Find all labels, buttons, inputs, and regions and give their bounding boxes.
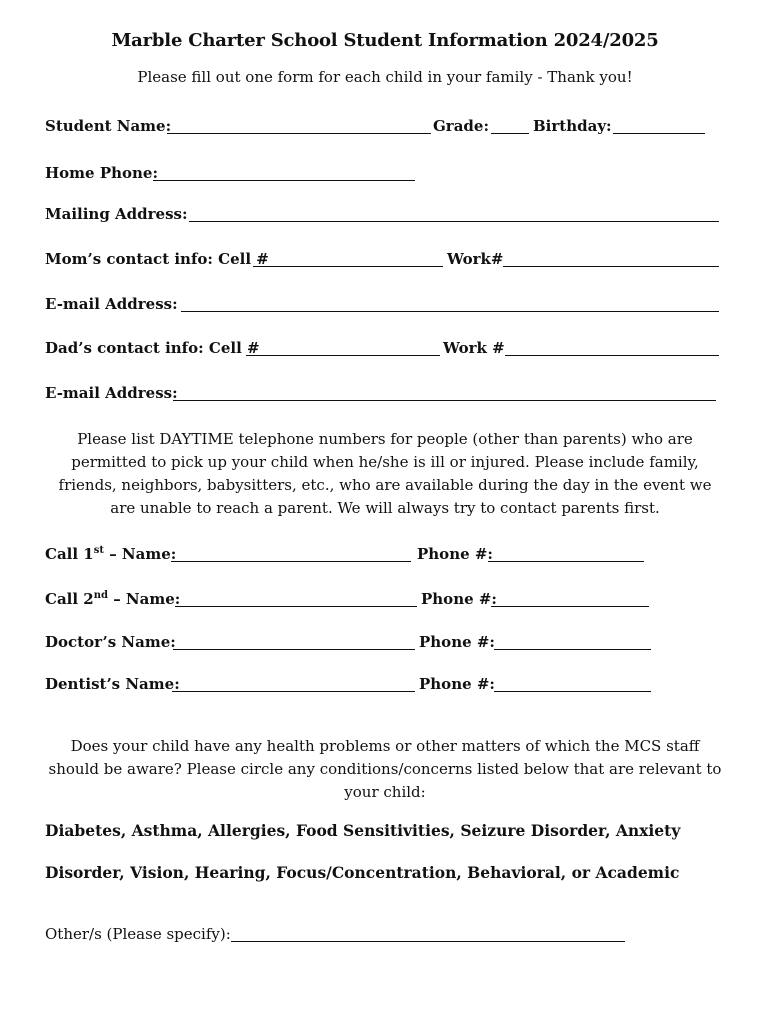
mom-cell-field[interactable] [253,266,443,267]
call-first-phone-label: Phone #: [417,545,493,563]
dentist-row [45,675,725,695]
grade-field[interactable] [491,133,529,134]
student-name-field[interactable] [167,133,431,134]
daytime-instructions: Please list DAYTIME telephone numbers for people (other than parents) who are permitted to pick up your child when he/she is ill or injured. Please include family, friends, neighbors, babysitters, etc., who are available during the day in the event we are unable to reach a parent. We will always try to contact parents first. [58,430,712,517]
doctor-name-field[interactable] [173,649,415,650]
call-second-phone-field[interactable] [491,606,649,607]
call-first-name-field[interactable] [171,561,411,562]
birthday-field[interactable] [613,133,705,134]
form-subtitle: Please fill out one form for each child in your family - Thank you! [137,68,633,86]
student-name-label: Student Name: [45,117,172,135]
dad-cell-field[interactable] [246,355,440,356]
dentist-phone-field[interactable] [494,691,651,692]
mailing-address-field[interactable] [189,221,719,222]
dad-work-label: Work # [443,339,505,357]
dad-work-field[interactable] [505,355,719,356]
dad-email-label: E-mail Address: [45,384,178,402]
student-row [45,117,725,137]
doctor-name-label: Doctor’s Name: [45,633,176,651]
health-instructions: Does your child have any health problems or other matters of which the MCS staff should be aware? Please circle any conditions/concerns listed below that are relevant to your child: [48,737,722,801]
call-second-name-field[interactable] [175,606,417,607]
dad-email-field[interactable] [173,400,716,401]
mom-cell-label: Mom’s contact info: Cell # [45,250,269,268]
dentist-name-label: Dentist’s Name: [45,675,180,693]
mom-work-label: Work# [447,250,504,268]
call-first-label: Call 1st – Name: [45,545,177,563]
home-phone-field[interactable] [153,180,415,181]
mom-contact-row [45,250,725,270]
call-first-phone-field[interactable] [488,561,644,562]
call-second-row [45,590,725,610]
other-row [45,925,725,945]
mom-email-row [45,295,725,315]
doctor-row [45,633,725,653]
call-first-row [45,545,725,565]
dentist-name-field[interactable] [172,691,415,692]
home-phone-row [45,164,725,184]
conditions-line-1[interactable]: Diabetes, Asthma, Allergies, Food Sensitivities, Seizure Disorder, Anxiety [45,821,681,840]
doctor-phone-field[interactable] [494,649,651,650]
mailing-address-label: Mailing Address: [45,205,188,223]
doctor-phone-label: Phone #: [419,633,495,651]
form-title: Marble Charter School Student Information 2024/2025 [111,30,659,51]
mom-email-field[interactable] [181,311,719,312]
dad-email-row [45,384,725,404]
dentist-phone-label: Phone #: [419,675,495,693]
dad-cell-label: Dad’s contact info: Cell # [45,339,260,357]
grade-label: Grade: [433,117,490,135]
other-label: Other/s (Please specify): [45,925,231,943]
other-field[interactable] [231,941,625,942]
call-second-phone-label: Phone #: [421,590,497,608]
mom-email-label: E-mail Address: [45,295,178,313]
home-phone-label: Home Phone: [45,164,158,182]
birthday-label: Birthday: [533,117,612,135]
mailing-address-row [45,205,725,225]
mom-work-field[interactable] [503,266,719,267]
call-second-label: Call 2nd – Name: [45,590,181,608]
dad-contact-row [45,339,725,359]
conditions-line-2[interactable]: Disorder, Vision, Hearing, Focus/Concentration, Behavioral, or Academic [45,863,680,882]
